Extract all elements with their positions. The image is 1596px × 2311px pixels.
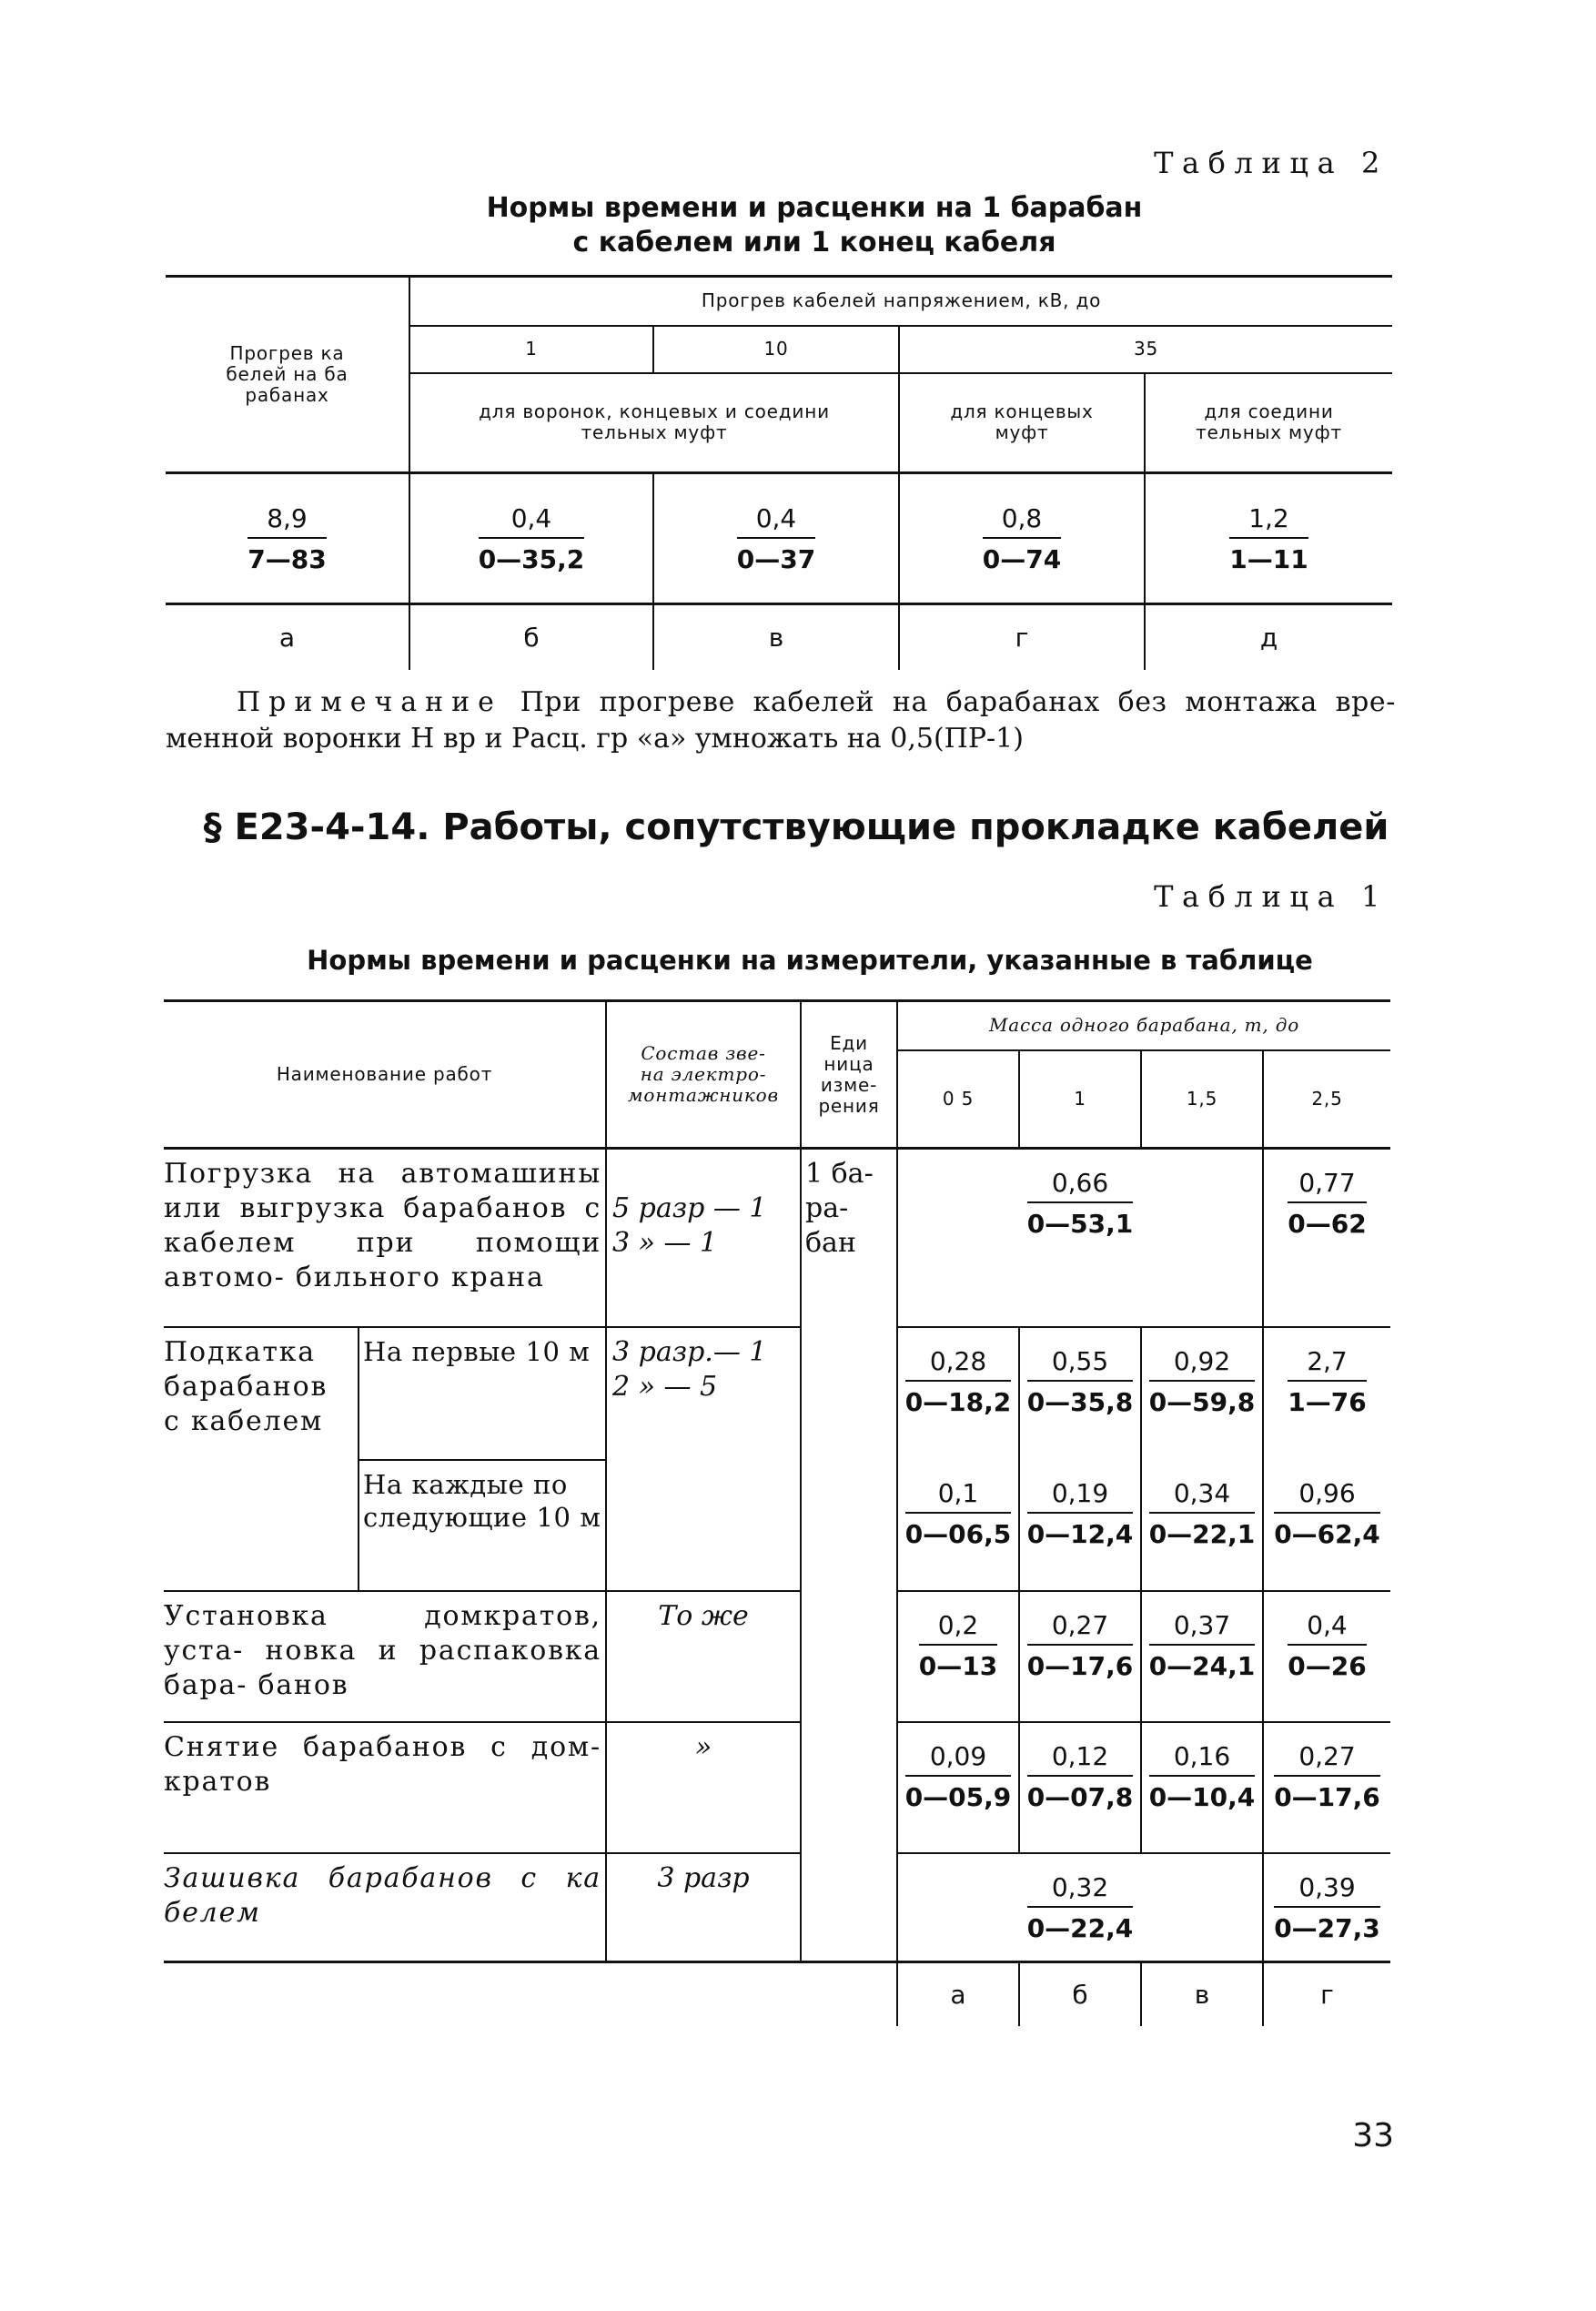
table2-voltage-35: 35 — [899, 326, 1392, 373]
t1-letter-b: б — [1019, 1962, 1141, 2026]
t1-mass-05: 0 5 — [897, 1050, 1019, 1149]
note-word: Примечание — [237, 686, 502, 718]
table2-letter-d: г — [899, 604, 1145, 670]
table2-letter-e: д — [1259, 622, 1278, 653]
table2-label: Таблица 2 — [1154, 146, 1389, 180]
price: 0—13 — [918, 1650, 998, 1681]
price: 0—26 — [1288, 1650, 1367, 1681]
table-row — [164, 1327, 1390, 1460]
price: 0—35,8 — [1026, 1386, 1134, 1417]
norm: 0,27 — [1274, 1741, 1380, 1777]
norm: 0,32 — [1027, 1872, 1134, 1908]
t1-unit — [801, 1149, 897, 1962]
price: 0—05,9 — [904, 1781, 1012, 1812]
price: 0—22,1 — [1148, 1518, 1256, 1549]
t1-row1-merged — [897, 1149, 1263, 1327]
t1-row1-last — [1263, 1149, 1390, 1327]
t1-row2-c2 — [1019, 1327, 1141, 1460]
t1-row4-name: Установка домкратов, уста- новка и распаковка бара- банов — [164, 1591, 606, 1722]
norm: 0,19 — [1027, 1478, 1134, 1514]
t1-row5-crew: » — [606, 1722, 801, 1853]
norm: 0,4 — [479, 503, 585, 539]
t1-row2-crew — [606, 1327, 801, 1591]
t1-row4-c4 — [1263, 1591, 1390, 1722]
table2-letter-c: в — [653, 604, 899, 670]
price: 0—37 — [736, 543, 816, 574]
norm: 0,16 — [1149, 1741, 1256, 1777]
table2-subheader-2: для концевых муфт — [899, 373, 1145, 473]
norm: 1,2 — [1229, 503, 1308, 539]
t1-row5-c1 — [897, 1722, 1019, 1853]
note-line1: При прогреве кабелей на барабанах без монтажа вре- — [520, 686, 1397, 718]
t1-row2-c3 — [1141, 1327, 1263, 1460]
price: 0—17,6 — [1026, 1650, 1134, 1681]
norm: 0,2 — [919, 1610, 997, 1646]
table2-voltage-10: 10 — [653, 326, 899, 373]
table2-subheader-3: для соедини тельных муфт — [1196, 400, 1342, 444]
t1-row5-name: Снятие барабанов с дом- кратов — [164, 1722, 606, 1853]
norm: 0,27 — [1027, 1610, 1134, 1646]
section-title: § Е23-4-14. Работы, сопутствующие прокладке кабелей — [203, 806, 1389, 848]
t1-row5-c4 — [1263, 1722, 1390, 1853]
norm: 0,8 — [983, 503, 1061, 539]
table1 — [164, 999, 1390, 2026]
note — [166, 684, 1396, 757]
table2-title-line1: Нормы времени и расценки на 1 барабан — [486, 192, 1143, 224]
t1-row4-c1 — [897, 1591, 1019, 1722]
t1-row6-merged — [897, 1853, 1263, 1962]
table1-title: Нормы времени и расценки на измерители, указанные в таблице — [307, 945, 1313, 976]
price: 1—11 — [1229, 543, 1308, 574]
t1-row4-crew: То же — [606, 1591, 801, 1722]
norm: 0,92 — [1149, 1346, 1256, 1382]
norm: 0,1 — [905, 1478, 1012, 1514]
t1-mass-25: 2,5 — [1311, 1087, 1343, 1110]
t1-row5-c2 — [1019, 1722, 1141, 1853]
price: 0—62 — [1288, 1209, 1367, 1239]
table2 — [166, 275, 1392, 670]
price: 0—27,3 — [1274, 1912, 1380, 1943]
t1-row3-sub: На каждые по следующие 10 м — [359, 1460, 606, 1591]
norm: 2,7 — [1288, 1346, 1366, 1382]
t1-row2-sub: На первые 10 м — [359, 1327, 606, 1460]
table-row — [164, 1853, 1390, 1962]
t1-header-mass: Масса одного барабана, т, до — [897, 1001, 1390, 1050]
norm: 8,9 — [247, 503, 326, 539]
norm: 0,09 — [905, 1741, 1012, 1777]
table1-label: Таблица 1 — [1154, 879, 1389, 914]
table2-cell-a — [166, 473, 409, 604]
norm: 0,77 — [1288, 1168, 1366, 1203]
price: 0—53,1 — [1026, 1209, 1134, 1239]
t1-letters-spacer — [164, 1962, 897, 2026]
t1-row5-c3 — [1141, 1722, 1263, 1853]
table2-letter-a: а — [166, 604, 409, 670]
t1-letter-a: а — [897, 1962, 1019, 2026]
note-line2: менной воронки Н вр и Расц. гр «а» умножать на 0,5(ПР-1) — [166, 722, 1024, 755]
norm: 0,4 — [737, 503, 815, 539]
t1-mass-1: 1 — [1019, 1050, 1141, 1149]
table2-row-header — [166, 277, 409, 473]
norm: 0,66 — [1027, 1168, 1134, 1203]
table2-title-line2: с кабелем или 1 конец кабеля — [572, 227, 1056, 259]
table2-letter-b: б — [409, 604, 653, 670]
t1-row4-c3 — [1141, 1591, 1263, 1722]
table2-cell-e — [1145, 473, 1392, 604]
table2-subheader-1: для воронок, концевых и соедини тельных муфт — [409, 373, 899, 473]
table2-cell-c — [653, 473, 899, 604]
price: 0—12,4 — [1026, 1518, 1134, 1549]
t1-row3-c3 — [1141, 1460, 1263, 1591]
norm: 0,28 — [905, 1346, 1012, 1382]
price: 0—35,2 — [478, 543, 585, 574]
norm: 0,4 — [1288, 1610, 1366, 1646]
table2-cell-b — [409, 473, 653, 604]
norm: 0,34 — [1149, 1478, 1256, 1514]
t1-unit-text: 1 ба- ра- бан — [805, 1158, 874, 1260]
t1-row3-c2 — [1019, 1460, 1141, 1591]
table2-voltage-1: 1 — [409, 326, 653, 373]
price: 1—76 — [1288, 1386, 1367, 1417]
t1-letter-c: в — [1141, 1962, 1263, 2026]
t1-row6-name: Зашивка барабанов с ка белем — [164, 1853, 606, 1962]
price: 0—17,6 — [1274, 1781, 1380, 1812]
table-row — [164, 1591, 1390, 1722]
price: 0—06,5 — [904, 1518, 1012, 1549]
table2-cell-d — [899, 473, 1145, 604]
table2-group-header: Прогрев кабелей напряжением, кВ, до — [409, 277, 1392, 326]
price: 0—62,4 — [1274, 1518, 1380, 1549]
price: 0—18,2 — [904, 1386, 1012, 1417]
table2-title — [164, 191, 1465, 261]
price: 0—24,1 — [1148, 1650, 1256, 1681]
price: 0—59,8 — [1148, 1386, 1256, 1417]
page-number: 33 — [1352, 2117, 1394, 2154]
t1-row3-c4 — [1263, 1460, 1390, 1591]
t1-header-crew: Состав зве- на электро- монтажников — [606, 1001, 801, 1149]
t1-row4-c2 — [1019, 1591, 1141, 1722]
t1-row6-crew: 3 разр — [606, 1853, 801, 1962]
t1-row2-crew-text: 3 разр.— 1 2 » — 5 — [612, 1335, 767, 1403]
price: 0—74 — [982, 543, 1062, 574]
t1-mass-15: 1,5 — [1141, 1050, 1263, 1149]
norm: 0,55 — [1027, 1346, 1134, 1382]
table-row — [164, 1149, 1390, 1327]
price: 7—83 — [247, 543, 327, 574]
norm: 0,39 — [1274, 1872, 1380, 1908]
t1-row2-name: Подкатка барабанов с кабелем — [164, 1327, 359, 1591]
table-row — [164, 1722, 1390, 1853]
norm: 0,37 — [1149, 1610, 1256, 1646]
t1-row1-crew — [606, 1149, 801, 1327]
t1-row6-last — [1263, 1853, 1390, 1962]
price: 0—10,4 — [1148, 1781, 1256, 1812]
t1-row2-c4 — [1263, 1327, 1390, 1460]
norm: 0,96 — [1274, 1478, 1380, 1514]
price: 0—22,4 — [1026, 1912, 1134, 1943]
t1-row1-name: Погрузка на автомашины или выгрузка барабанов с кабелем при помощи автомо- бильного крана — [164, 1149, 606, 1327]
t1-row2-c1 — [897, 1327, 1019, 1460]
t1-row3-c1 — [897, 1460, 1019, 1591]
price: 0—07,8 — [1026, 1781, 1134, 1812]
t1-header-name: Наименование работ — [164, 1001, 606, 1149]
table2-row-header-text: Прогрев ка белей на ба рабанах — [226, 342, 348, 406]
norm: 0,12 — [1027, 1741, 1134, 1777]
t1-letter-d: г — [1320, 1979, 1334, 2010]
t1-header-unit: Еди ница изме- рения — [801, 1001, 897, 1149]
t1-row1-crew-text: 5 разр — 1 3 » — 1 — [612, 1192, 767, 1260]
